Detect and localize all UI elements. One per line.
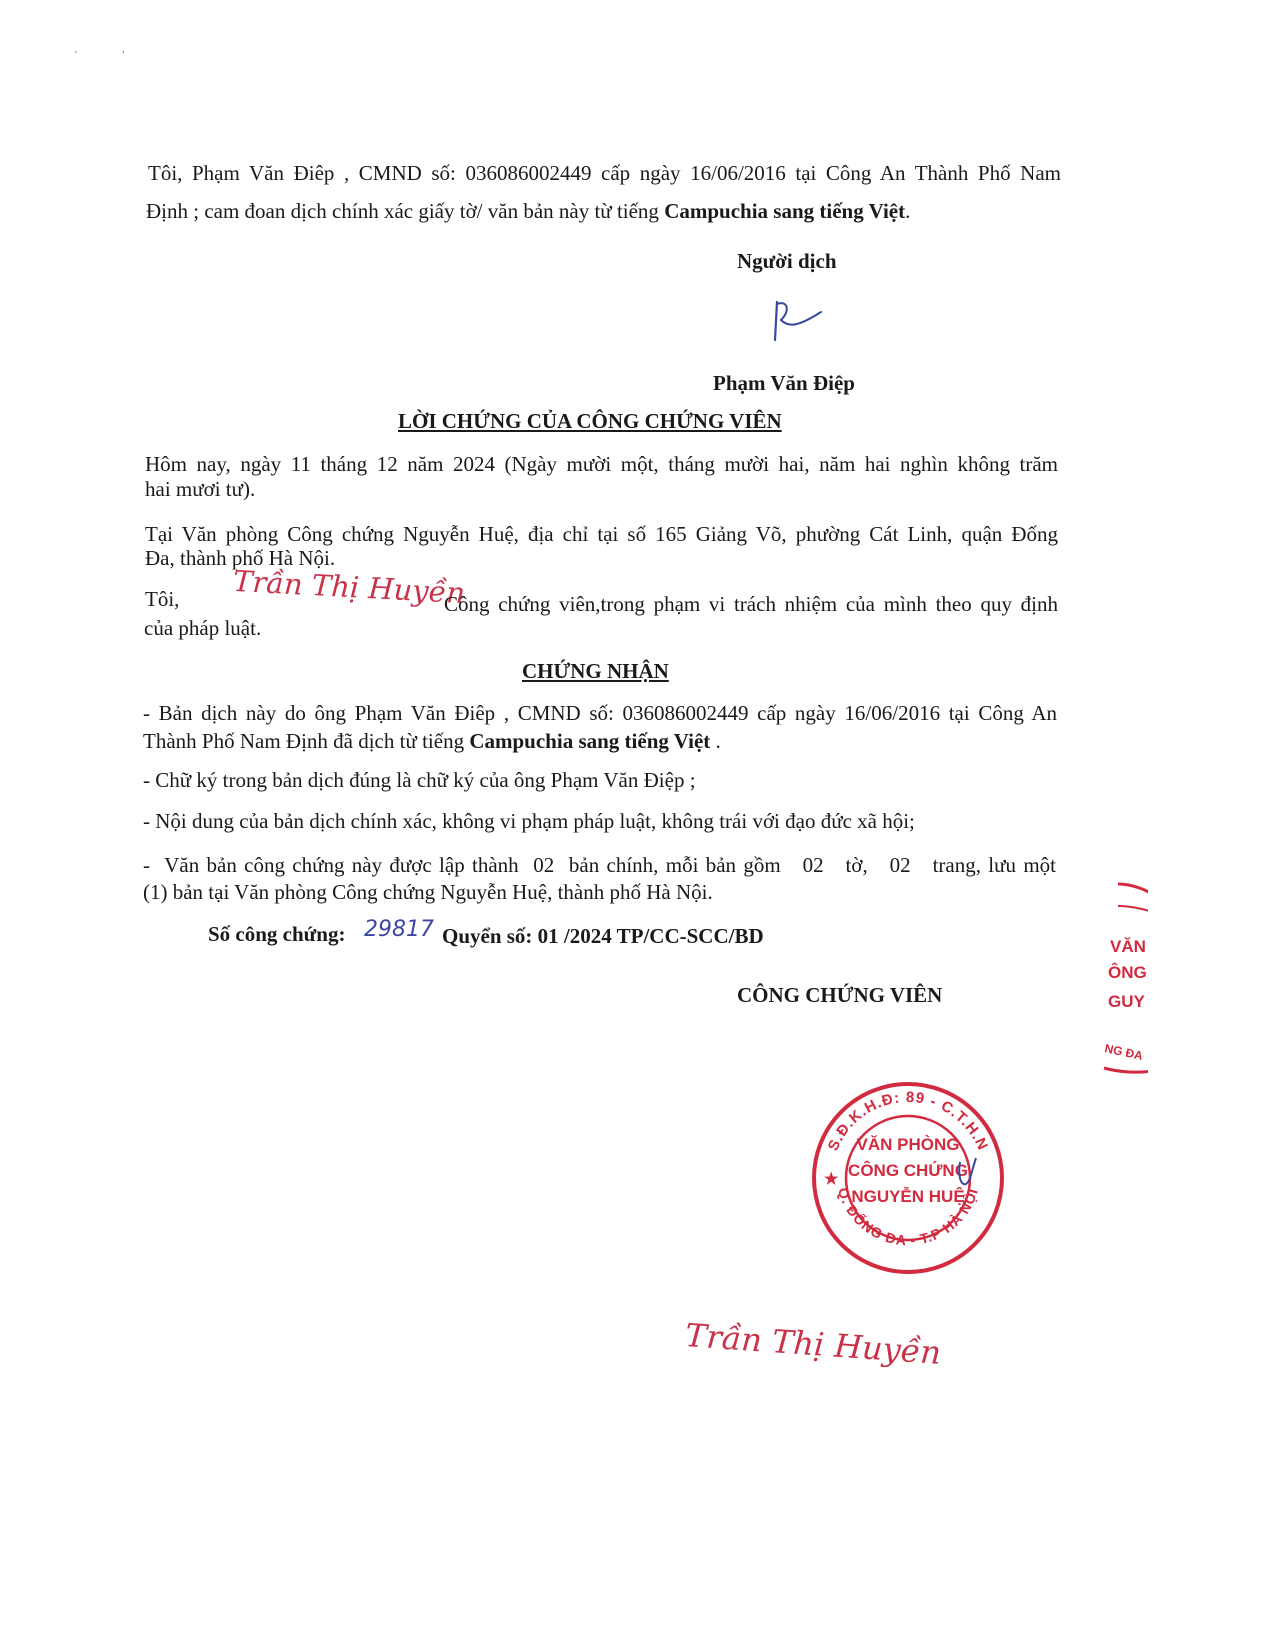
certify-item1-line1: - Bản dịch này do ông Phạm Văn Điêp , CMND số: 036086002449 cấp ngày 16/06/2016 tại Công An <box>143 701 1057 725</box>
item1-end: . <box>710 729 721 753</box>
edge-line1: VĂN <box>1110 937 1146 956</box>
notary-line2: của pháp luật. <box>144 616 262 640</box>
scan-mark: ' <box>75 50 77 61</box>
certify-heading: CHỨNG NHẬN <box>522 659 669 683</box>
translator-title: Người dịch <box>737 249 837 273</box>
notary-heading: LỜI CHỨNG CỦA CÔNG CHỨNG VIÊN <box>398 409 782 433</box>
edge-stamp-graphic <box>1098 880 1148 1080</box>
date-line1: Hôm nay, ngày 11 tháng 12 năm 2024 (Ngày mười một, tháng mười hai, năm hai nghìn không trăm <box>145 452 1058 476</box>
place-line2: Đa, thành phố Hà Nội. <box>145 546 336 570</box>
registry-label: Số công chứng: <box>208 922 346 946</box>
certify-item3: - Nội dung của bản dịch chính xác, không vi phạm pháp luật, không trái với đạo đức xã hội; <box>143 809 915 833</box>
date-line2: hai mươi tư). <box>145 477 256 501</box>
statement-end: . <box>905 199 911 223</box>
stamp-star-left: ★ <box>824 1171 839 1188</box>
stamp-ring-top: S.Đ.K.H.Đ: 89 - C.T.H.N <box>824 1088 992 1154</box>
translator-name: Phạm Văn Điệp <box>713 371 855 395</box>
signatory-title: CÔNG CHỨNG VIÊN <box>737 983 943 1007</box>
stamp-line2: CÔNG CHỨNG <box>848 1161 968 1180</box>
office-stamp <box>810 1080 1006 1276</box>
translator-statement-line1: Tôi, Phạm Văn Điêp , CMND số: 036086002449 cấp ngày 16/06/2016 tại Công An Thành Phố Nam <box>148 161 1061 185</box>
item1-language: Campuchia sang tiếng Việt <box>469 729 711 753</box>
stamp-graphic <box>810 1080 1006 1276</box>
edge-line2: ÔNG <box>1108 963 1147 982</box>
notary-rest: Công chứng viên,trong phạm vi trách nhiệm của mình theo quy định <box>444 592 1058 616</box>
certify-item4-line1: - Văn bản công chứng này được lập thành 02 bản chính, mỗi bản gồm 02 tờ, 02 trang, lưu một <box>143 853 1056 877</box>
signature-name: Trần Thị Huyền <box>683 1316 943 1372</box>
edge-line4: NG ĐA <box>1103 1041 1145 1063</box>
certify-item4-line2: (1) bản tại Văn phòng Công chứng Nguyễn Huệ, thành phố Hà Nội. <box>143 880 713 904</box>
notary-handwritten-name: Trần Thị Huyền <box>232 563 466 611</box>
edge-line3: GUY <box>1108 992 1145 1011</box>
place-line1: Tại Văn phòng Công chứng Nguyễn Huệ, địa chỉ tại số 165 Giảng Võ, phường Cát Linh, quận Đống <box>145 522 1058 546</box>
registry-book: Quyển số: 01 /2024 TP/CC-SCC/BD <box>442 924 764 948</box>
scan-mark: , <box>122 44 125 55</box>
translator-signature <box>765 298 830 346</box>
edge-stamp <box>1098 880 1148 1080</box>
registry-number: 29817 <box>364 917 434 942</box>
statement-language: Campuchia sang tiếng Việt <box>664 199 906 223</box>
certify-item2: - Chữ ký trong bản dịch đúng là chữ ký của ông Phạm Văn Điệp ; <box>143 768 696 792</box>
stamp-ring-bottom: Q. ĐỐNG ĐA - T.P HÀ NỘI <box>834 1185 982 1249</box>
translator-statement-line2 <box>146 199 910 224</box>
stamp-line3: NGUYỄN HUỆ <box>851 1187 965 1206</box>
item1-text: Thành Phố Nam Định đã dịch từ tiếng <box>143 729 470 753</box>
stamp-line1: VĂN PHÒNG <box>856 1135 960 1154</box>
statement-text: Định ; cam đoan dịch chính xác giấy tờ/ văn bản này từ tiếng <box>146 199 665 223</box>
certify-item1-line2 <box>143 729 721 754</box>
notary-start: Tôi, <box>145 587 180 611</box>
